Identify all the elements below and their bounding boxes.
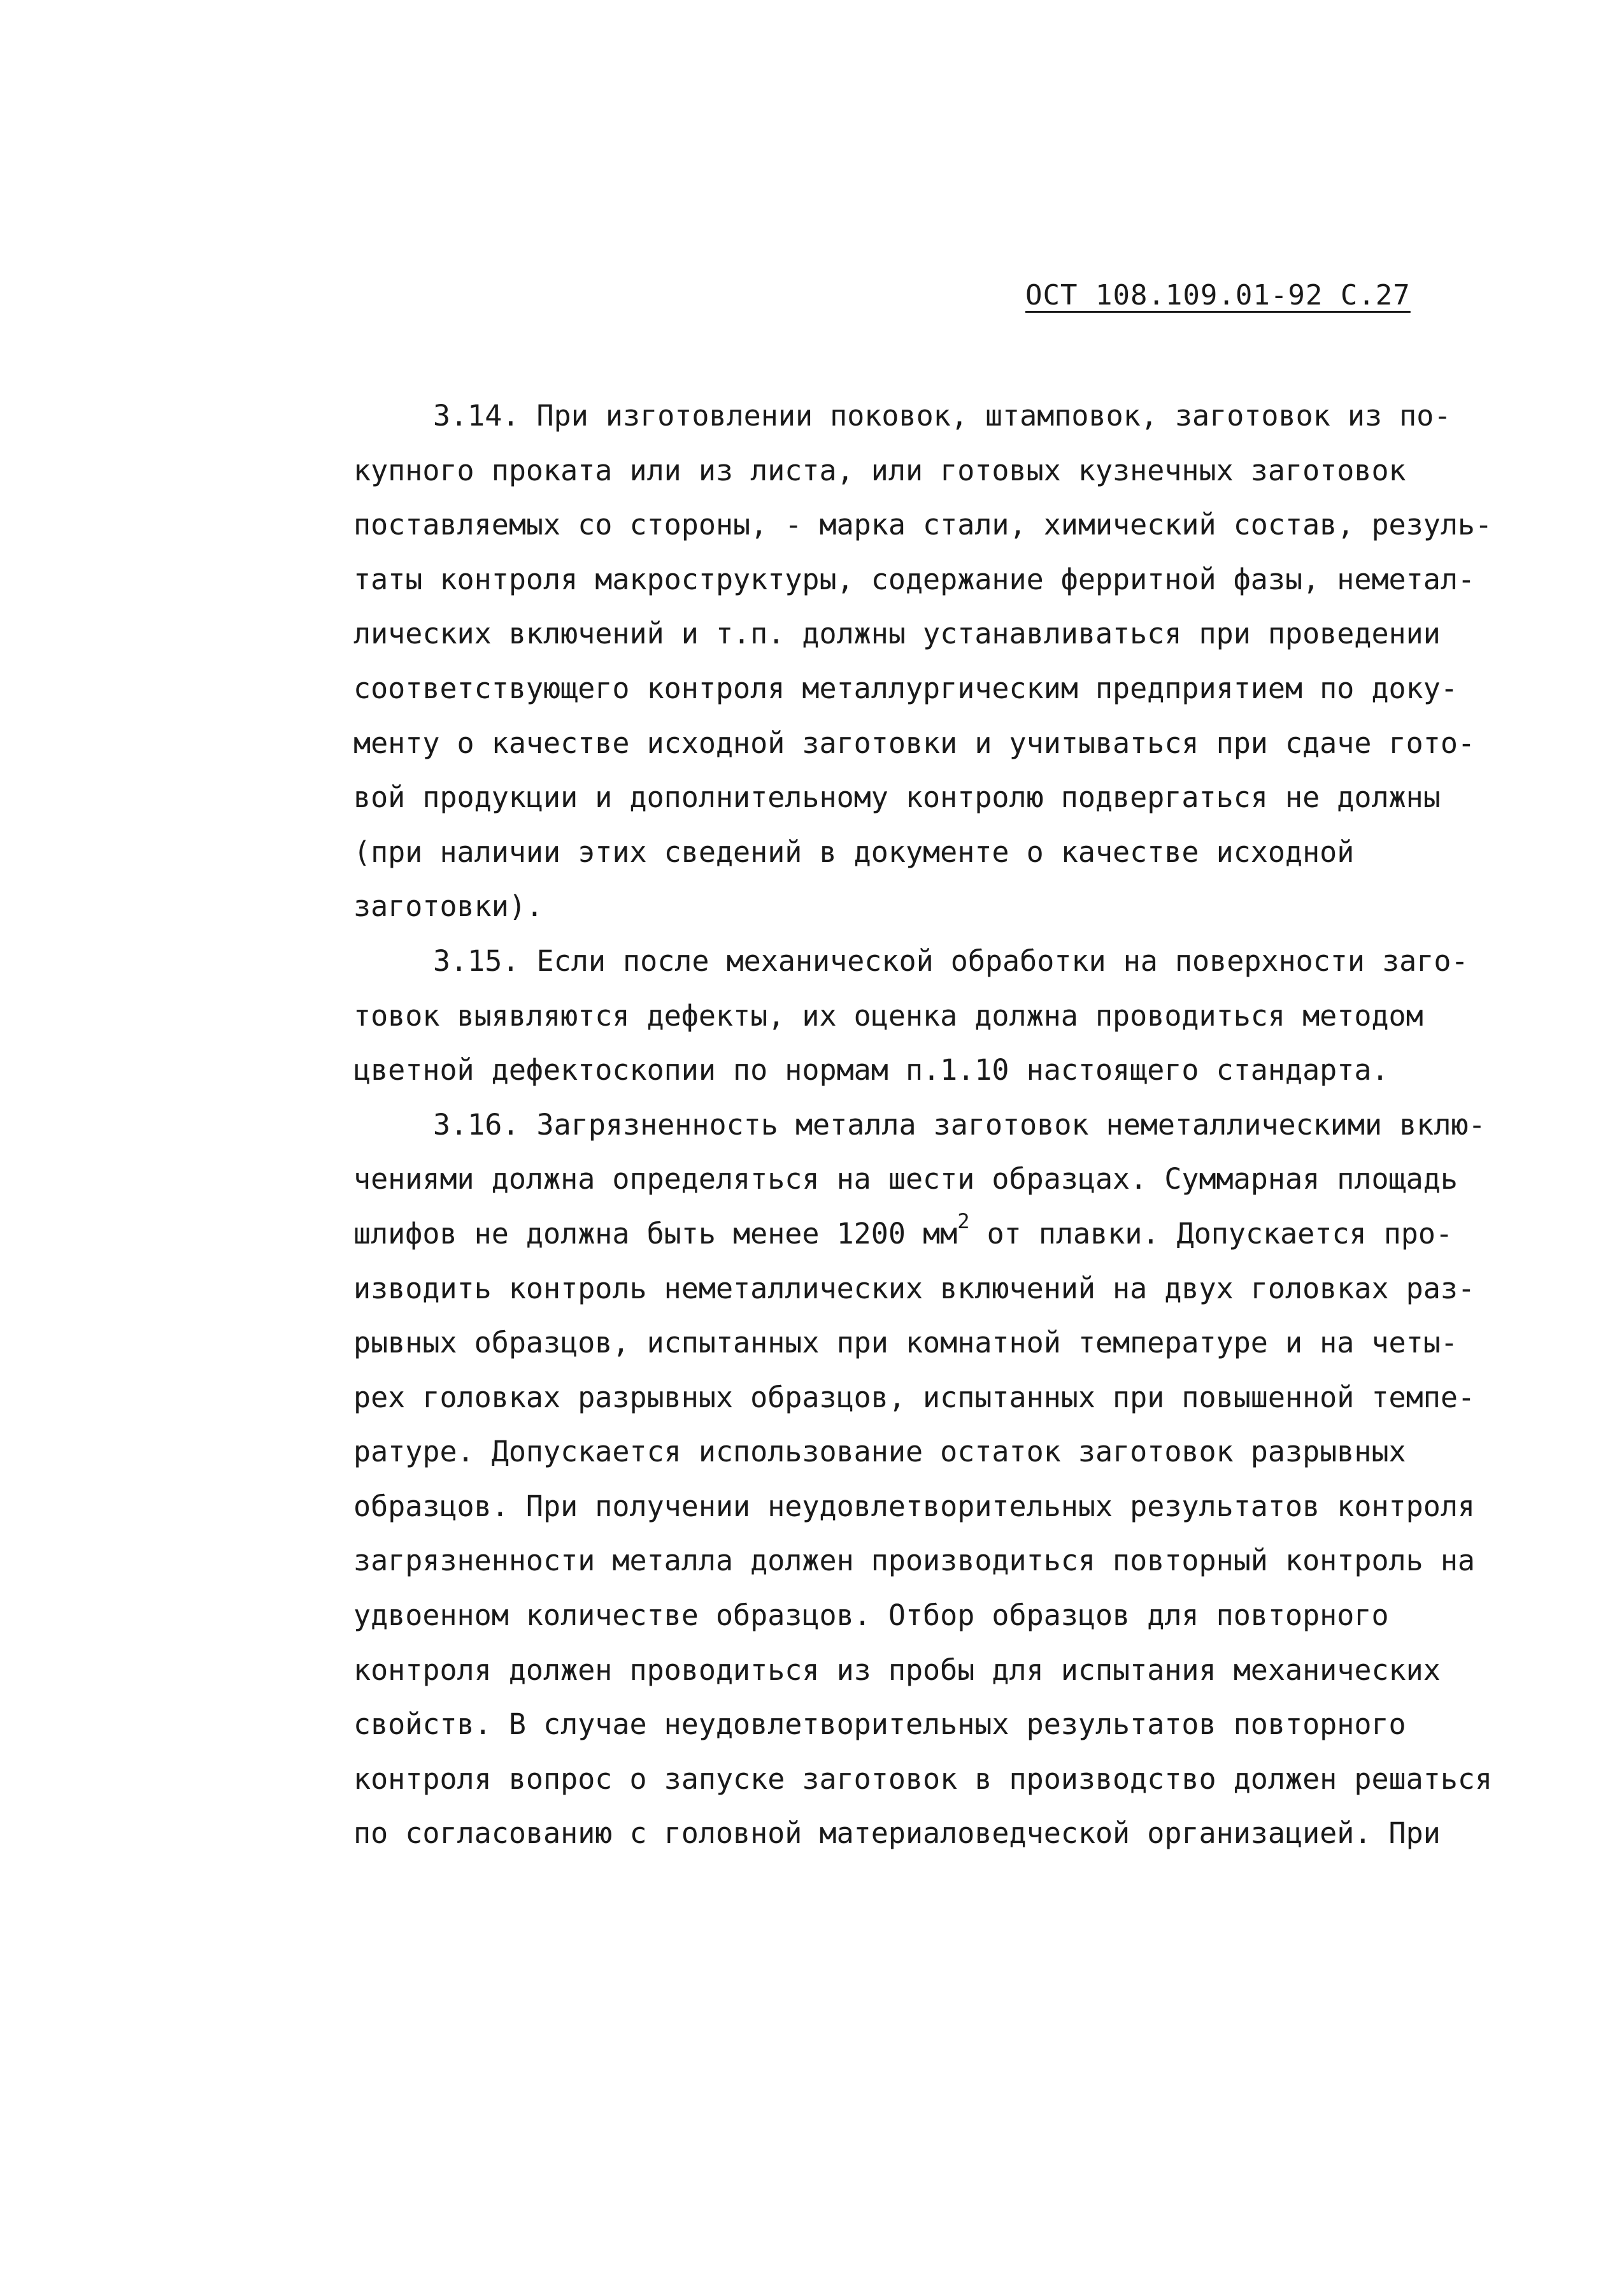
paragraph-3-15-line-2: товок выявляются дефекты, их оценка должна проводиться методом <box>353 998 1423 1033</box>
paragraph-3-14-line-10: заготовки). <box>353 889 544 924</box>
paragraph-3-16-line-1: 3.16. Загрязненность металла заготовок неметаллическими вклю- <box>433 1107 1486 1142</box>
paragraph-3-16-line-3 <box>353 1207 1453 1261</box>
paragraph-3-14-line-7: менту о качестве исходной заготовки и учитываться при сдаче гото- <box>353 726 1475 760</box>
paragraph-3-14-line-1: 3.14. При изготовлении поковок, штамповок, заготовок из по- <box>433 399 1451 433</box>
paragraph-3-16-line-5: рывных образцов, испытанных при комнатной температуре и на четы- <box>353 1326 1458 1360</box>
paragraph-3-14-line-4: таты контроля макроструктуры, содержание ферритной фазы, неметал- <box>353 562 1475 596</box>
paragraph-3-16-line-14: по согласованию с головной материаловедческой организацией. При <box>353 1816 1441 1851</box>
paragraph-3-16-line-11: контроля должен проводиться из пробы для испытания механических <box>353 1653 1441 1687</box>
paragraph-3-16-line-9: загрязненности металла должен производиться повторный контроль на <box>353 1544 1475 1578</box>
paragraph-3-16-line-4: изводить контроль неметаллических включений на двух головках раз- <box>353 1271 1475 1305</box>
paragraph-3-16-line-12: свойств. В случае неудовлетворительных результатов повторного <box>353 1707 1406 1742</box>
line-3-head: шлифов не должна быть менее 1200 мм <box>353 1216 958 1251</box>
paragraph-3-16-line-6: рех головках разрывных образцов, испытанных при повышенной темпе- <box>353 1380 1475 1414</box>
paragraph-3-14-line-5: лических включений и т.п. должны устанавливаться при проведении <box>353 617 1441 651</box>
paragraph-3-16-line-7: ратуре. Допускается использование остаток заготовок разрывных <box>353 1435 1406 1469</box>
paragraph-3-16-line-8: образцов. При получении неудовлетворительных результатов контроля <box>353 1489 1475 1523</box>
paragraph-3-15-line-1: 3.15. Если после механической обработки на поверхности заго- <box>433 943 1469 978</box>
paragraph-3-14-line-6: соответствующего контроля металлургическим предприятием по доку- <box>353 671 1458 705</box>
paragraph-3-16-line-10: удвоенном количестве образцов. Отбор образцов для повторного <box>353 1598 1389 1633</box>
paragraph-3-14-line-2: купного проката или из листа, или готовых кузнечных заготовок <box>353 453 1406 487</box>
line-3-tail: от плавки. Допускается про- <box>969 1216 1453 1251</box>
paragraph-3-14-line-3: поставляемых со стороны, - марка стали, химический состав, резуль- <box>353 508 1493 542</box>
superscript-unit: 2 <box>957 1208 970 1233</box>
paragraph-3-14-line-8: вой продукции и дополнительному контролю подвергаться не должны <box>353 780 1441 815</box>
page-header-doc-ref: ОСТ 108.109.01-92 С.27 <box>1025 279 1411 312</box>
paragraph-3-16-line-2: чениями должна определяться на шести образцах. Суммарная площадь <box>353 1162 1458 1196</box>
paragraph-3-14-line-9: (при наличии этих сведений в документе о качестве исходной <box>353 835 1355 869</box>
body-text <box>353 389 1493 1861</box>
paragraph-3-16-line-13: контроля вопрос о запуске заготовок в производство должен решаться <box>353 1761 1493 1796</box>
paragraph-3-15-line-3: цветной дефектоскопии по нормам п.1.10 настоящего стандарта. <box>353 1053 1389 1087</box>
